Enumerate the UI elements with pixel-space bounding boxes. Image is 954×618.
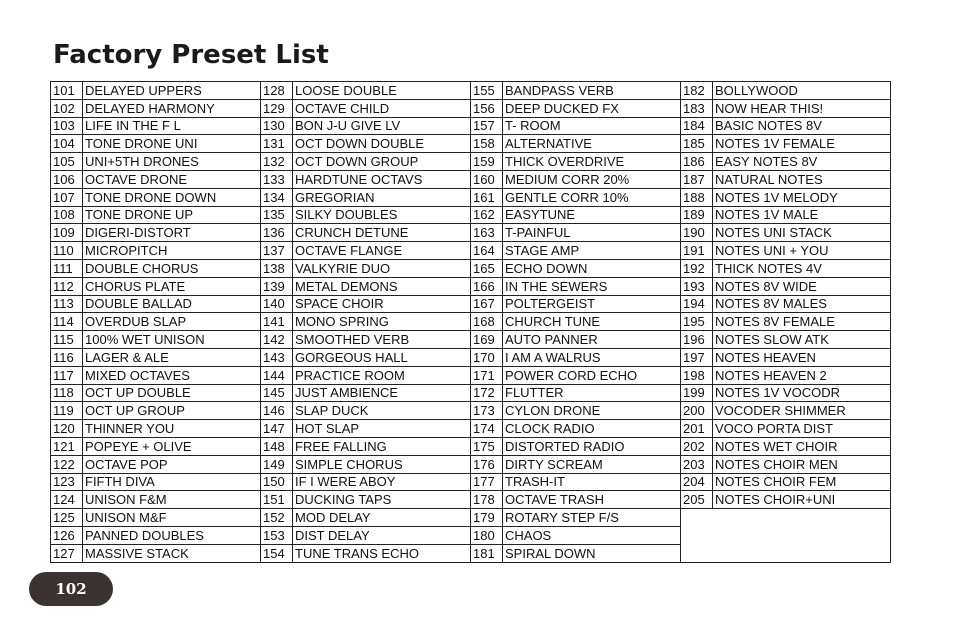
preset-number: 157 <box>471 117 503 135</box>
preset-number: 138 <box>261 259 293 277</box>
table-row <box>51 99 891 117</box>
table-row <box>51 117 891 135</box>
preset-number: 180 <box>471 526 503 544</box>
preset-number: 182 <box>681 82 713 100</box>
preset-name: NOW HEAR THIS! <box>713 99 891 117</box>
preset-number: 146 <box>261 402 293 420</box>
preset-number: 201 <box>681 420 713 438</box>
preset-name: PANNED DOUBLES <box>83 526 261 544</box>
preset-number: 139 <box>261 277 293 295</box>
preset-name: CYLON DRONE <box>503 402 681 420</box>
preset-name: POLTERGEIST <box>503 295 681 313</box>
preset-name: NOTES SLOW ATK <box>713 331 891 349</box>
preset-name: TONE DRONE UNI <box>83 135 261 153</box>
preset-number: 162 <box>471 206 503 224</box>
preset-number: 174 <box>471 420 503 438</box>
preset-number: 173 <box>471 402 503 420</box>
preset-number: 175 <box>471 437 503 455</box>
preset-number: 165 <box>471 259 503 277</box>
preset-number: 202 <box>681 437 713 455</box>
preset-number: 190 <box>681 224 713 242</box>
preset-number: 200 <box>681 402 713 420</box>
preset-name: DEEP DUCKED FX <box>503 99 681 117</box>
preset-name: NOTES CHOIR MEN <box>713 455 891 473</box>
preset-number: 197 <box>681 348 713 366</box>
empty-cell <box>681 509 891 562</box>
preset-name: UNISON F&M <box>83 491 261 509</box>
preset-name: GORGEOUS HALL <box>293 348 471 366</box>
preset-number: 198 <box>681 366 713 384</box>
preset-number: 120 <box>51 420 83 438</box>
preset-number: 176 <box>471 455 503 473</box>
table-row <box>51 473 891 491</box>
preset-name: OCT UP DOUBLE <box>83 384 261 402</box>
page-number-badge <box>29 572 113 606</box>
preset-name: EASYTUNE <box>503 206 681 224</box>
table-row <box>51 242 891 260</box>
preset-number: 127 <box>51 544 83 562</box>
preset-number: 128 <box>261 82 293 100</box>
preset-number: 155 <box>471 82 503 100</box>
preset-name: OCT DOWN GROUP <box>293 153 471 171</box>
preset-number: 131 <box>261 135 293 153</box>
preset-name: STAGE AMP <box>503 242 681 260</box>
preset-name: BON J-U GIVE LV <box>293 117 471 135</box>
preset-name: DISTORTED RADIO <box>503 437 681 455</box>
table-row <box>51 366 891 384</box>
preset-number: 132 <box>261 153 293 171</box>
preset-name: BANDPASS VERB <box>503 82 681 100</box>
table-row <box>51 135 891 153</box>
preset-name: SILKY DOUBLES <box>293 206 471 224</box>
preset-number: 136 <box>261 224 293 242</box>
preset-number: 177 <box>471 473 503 491</box>
preset-number: 133 <box>261 170 293 188</box>
preset-name: LIFE IN THE F L <box>83 117 261 135</box>
preset-name: MOD DELAY <box>293 509 471 527</box>
preset-number: 103 <box>51 117 83 135</box>
preset-number: 195 <box>681 313 713 331</box>
preset-number: 122 <box>51 455 83 473</box>
preset-number: 135 <box>261 206 293 224</box>
preset-name: NOTES 1V VOCODR <box>713 384 891 402</box>
preset-number: 107 <box>51 188 83 206</box>
table-row <box>51 82 891 100</box>
preset-number: 143 <box>261 348 293 366</box>
preset-number: 171 <box>471 366 503 384</box>
preset-name: TUNE TRANS ECHO <box>293 544 471 562</box>
preset-number: 161 <box>471 188 503 206</box>
preset-name: SPACE CHOIR <box>293 295 471 313</box>
preset-number: 154 <box>261 544 293 562</box>
preset-name: VALKYRIE DUO <box>293 259 471 277</box>
preset-name: SMOOTHED VERB <box>293 331 471 349</box>
preset-name: THICK OVERDRIVE <box>503 153 681 171</box>
preset-number: 116 <box>51 348 83 366</box>
preset-number: 147 <box>261 420 293 438</box>
preset-name: VOCO PORTA DIST <box>713 420 891 438</box>
preset-name: NOTES WET CHOIR <box>713 437 891 455</box>
preset-name: NOTES CHOIR FEM <box>713 473 891 491</box>
preset-number: 106 <box>51 170 83 188</box>
preset-number: 156 <box>471 99 503 117</box>
preset-name: NOTES 1V FEMALE <box>713 135 891 153</box>
preset-name: DIST DELAY <box>293 526 471 544</box>
preset-number: 183 <box>681 99 713 117</box>
preset-name: NOTES HEAVEN <box>713 348 891 366</box>
preset-number: 160 <box>471 170 503 188</box>
table-row <box>51 420 891 438</box>
preset-number: 125 <box>51 509 83 527</box>
preset-name: DIGERI-DISTORT <box>83 224 261 242</box>
preset-name: MONO SPRING <box>293 313 471 331</box>
preset-number: 164 <box>471 242 503 260</box>
preset-number: 193 <box>681 277 713 295</box>
preset-name: UNI+5TH DRONES <box>83 153 261 171</box>
preset-name: MICROPITCH <box>83 242 261 260</box>
preset-number: 102 <box>51 99 83 117</box>
preset-number: 119 <box>51 402 83 420</box>
preset-name: HOT SLAP <box>293 420 471 438</box>
table-row <box>51 509 891 527</box>
preset-name: IN THE SEWERS <box>503 277 681 295</box>
preset-number: 203 <box>681 455 713 473</box>
preset-number: 169 <box>471 331 503 349</box>
preset-name: MEDIUM CORR 20% <box>503 170 681 188</box>
preset-number: 115 <box>51 331 83 349</box>
preset-name: NOTES CHOIR+UNI <box>713 491 891 509</box>
preset-name: GENTLE CORR 10% <box>503 188 681 206</box>
preset-name: OCTAVE CHILD <box>293 99 471 117</box>
table-row <box>51 277 891 295</box>
preset-number: 170 <box>471 348 503 366</box>
preset-name: CLOCK RADIO <box>503 420 681 438</box>
preset-number: 134 <box>261 188 293 206</box>
preset-name: HARDTUNE OCTAVS <box>293 170 471 188</box>
preset-name: METAL DEMONS <box>293 277 471 295</box>
preset-name: JUST AMBIENCE <box>293 384 471 402</box>
preset-name: AUTO PANNER <box>503 331 681 349</box>
preset-number: 186 <box>681 153 713 171</box>
preset-name: NOTES HEAVEN 2 <box>713 366 891 384</box>
preset-name: PRACTICE ROOM <box>293 366 471 384</box>
preset-number: 145 <box>261 384 293 402</box>
preset-number: 151 <box>261 491 293 509</box>
preset-number: 105 <box>51 153 83 171</box>
preset-number: 167 <box>471 295 503 313</box>
preset-number: 188 <box>681 188 713 206</box>
preset-name: OCT DOWN DOUBLE <box>293 135 471 153</box>
preset-name: DIRTY SCREAM <box>503 455 681 473</box>
table-row <box>51 455 891 473</box>
preset-number: 123 <box>51 473 83 491</box>
preset-number: 185 <box>681 135 713 153</box>
preset-name: CHORUS PLATE <box>83 277 261 295</box>
preset-name: I AM A WALRUS <box>503 348 681 366</box>
preset-name: NOTES 8V WIDE <box>713 277 891 295</box>
preset-number: 148 <box>261 437 293 455</box>
preset-number: 126 <box>51 526 83 544</box>
preset-number: 141 <box>261 313 293 331</box>
preset-name: NOTES UNI STACK <box>713 224 891 242</box>
preset-name: OCTAVE FLANGE <box>293 242 471 260</box>
preset-number: 130 <box>261 117 293 135</box>
table-row <box>51 437 891 455</box>
preset-name: UNISON M&F <box>83 509 261 527</box>
preset-name: OCT UP GROUP <box>83 402 261 420</box>
table-row <box>51 348 891 366</box>
preset-name: POWER CORD ECHO <box>503 366 681 384</box>
preset-name: POPEYE + OLIVE <box>83 437 261 455</box>
preset-number: 104 <box>51 135 83 153</box>
preset-number: 158 <box>471 135 503 153</box>
preset-name: DELAYED HARMONY <box>83 99 261 117</box>
preset-name: CRUNCH DETUNE <box>293 224 471 242</box>
preset-number: 149 <box>261 455 293 473</box>
preset-number: 205 <box>681 491 713 509</box>
preset-number: 144 <box>261 366 293 384</box>
preset-name: FREE FALLING <box>293 437 471 455</box>
preset-name: DOUBLE CHORUS <box>83 259 261 277</box>
page-title: Factory Preset List <box>53 40 329 70</box>
preset-name: ALTERNATIVE <box>503 135 681 153</box>
preset-number: 108 <box>51 206 83 224</box>
table-row <box>51 170 891 188</box>
preset-number: 172 <box>471 384 503 402</box>
preset-number: 199 <box>681 384 713 402</box>
table-row <box>51 153 891 171</box>
preset-table-body <box>51 82 891 563</box>
table-row <box>51 206 891 224</box>
preset-name: DOUBLE BALLAD <box>83 295 261 313</box>
table-row <box>51 224 891 242</box>
preset-name: EASY NOTES 8V <box>713 153 891 171</box>
preset-number: 178 <box>471 491 503 509</box>
preset-name: FIFTH DIVA <box>83 473 261 491</box>
preset-name: ECHO DOWN <box>503 259 681 277</box>
preset-number: 109 <box>51 224 83 242</box>
table-row <box>51 402 891 420</box>
preset-name: MASSIVE STACK <box>83 544 261 562</box>
preset-name: SIMPLE CHORUS <box>293 455 471 473</box>
preset-number: 189 <box>681 206 713 224</box>
preset-name: SPIRAL DOWN <box>503 544 681 562</box>
preset-name: TRASH-IT <box>503 473 681 491</box>
preset-name: BASIC NOTES 8V <box>713 117 891 135</box>
preset-name: T-PAINFUL <box>503 224 681 242</box>
preset-number: 121 <box>51 437 83 455</box>
preset-number: 111 <box>51 259 83 277</box>
preset-number: 194 <box>681 295 713 313</box>
preset-number: 117 <box>51 366 83 384</box>
preset-number: 101 <box>51 82 83 100</box>
preset-number: 166 <box>471 277 503 295</box>
preset-name: NOTES 1V MALE <box>713 206 891 224</box>
table-row <box>51 491 891 509</box>
preset-name: THICK NOTES 4V <box>713 259 891 277</box>
preset-name: OCTAVE DRONE <box>83 170 261 188</box>
preset-number: 124 <box>51 491 83 509</box>
table-row <box>51 295 891 313</box>
preset-name: DELAYED UPPERS <box>83 82 261 100</box>
preset-name: TONE DRONE DOWN <box>83 188 261 206</box>
preset-name: OCTAVE POP <box>83 455 261 473</box>
preset-name: T- ROOM <box>503 117 681 135</box>
preset-number: 191 <box>681 242 713 260</box>
preset-number: 118 <box>51 384 83 402</box>
preset-name: NOTES 8V FEMALE <box>713 313 891 331</box>
preset-number: 112 <box>51 277 83 295</box>
preset-number: 152 <box>261 509 293 527</box>
preset-name: MIXED OCTAVES <box>83 366 261 384</box>
preset-name: ROTARY STEP F/S <box>503 509 681 527</box>
preset-name: THINNER YOU <box>83 420 261 438</box>
preset-number: 187 <box>681 170 713 188</box>
preset-number: 184 <box>681 117 713 135</box>
preset-name: NATURAL NOTES <box>713 170 891 188</box>
preset-name: SLAP DUCK <box>293 402 471 420</box>
table-row <box>51 331 891 349</box>
preset-number: 142 <box>261 331 293 349</box>
table-row <box>51 384 891 402</box>
preset-number: 140 <box>261 295 293 313</box>
preset-name: IF I WERE ABOY <box>293 473 471 491</box>
preset-number: 179 <box>471 509 503 527</box>
preset-number: 168 <box>471 313 503 331</box>
preset-number: 110 <box>51 242 83 260</box>
preset-table <box>50 81 891 563</box>
preset-name: VOCODER SHIMMER <box>713 402 891 420</box>
preset-name: FLUTTER <box>503 384 681 402</box>
preset-number: 113 <box>51 295 83 313</box>
preset-name: NOTES 8V MALES <box>713 295 891 313</box>
preset-name: OCTAVE TRASH <box>503 491 681 509</box>
preset-name: TONE DRONE UP <box>83 206 261 224</box>
preset-number: 150 <box>261 473 293 491</box>
preset-name: NOTES UNI + YOU <box>713 242 891 260</box>
table-row <box>51 259 891 277</box>
preset-name: LOOSE DOUBLE <box>293 82 471 100</box>
preset-number: 192 <box>681 259 713 277</box>
preset-name: DUCKING TAPS <box>293 491 471 509</box>
preset-name: CHAOS <box>503 526 681 544</box>
table-row <box>51 188 891 206</box>
preset-number: 159 <box>471 153 503 171</box>
preset-number: 196 <box>681 331 713 349</box>
preset-name: CHURCH TUNE <box>503 313 681 331</box>
preset-name: GREGORIAN <box>293 188 471 206</box>
preset-name: 100% WET UNISON <box>83 331 261 349</box>
preset-name: OVERDUB SLAP <box>83 313 261 331</box>
preset-number: 181 <box>471 544 503 562</box>
preset-number: 163 <box>471 224 503 242</box>
preset-name: LAGER & ALE <box>83 348 261 366</box>
preset-name: BOLLYWOOD <box>713 82 891 100</box>
preset-number: 137 <box>261 242 293 260</box>
preset-number: 204 <box>681 473 713 491</box>
preset-number: 129 <box>261 99 293 117</box>
page-number: 102 <box>55 580 87 598</box>
preset-number: 153 <box>261 526 293 544</box>
preset-number: 114 <box>51 313 83 331</box>
preset-name: NOTES 1V MELODY <box>713 188 891 206</box>
table-row <box>51 313 891 331</box>
